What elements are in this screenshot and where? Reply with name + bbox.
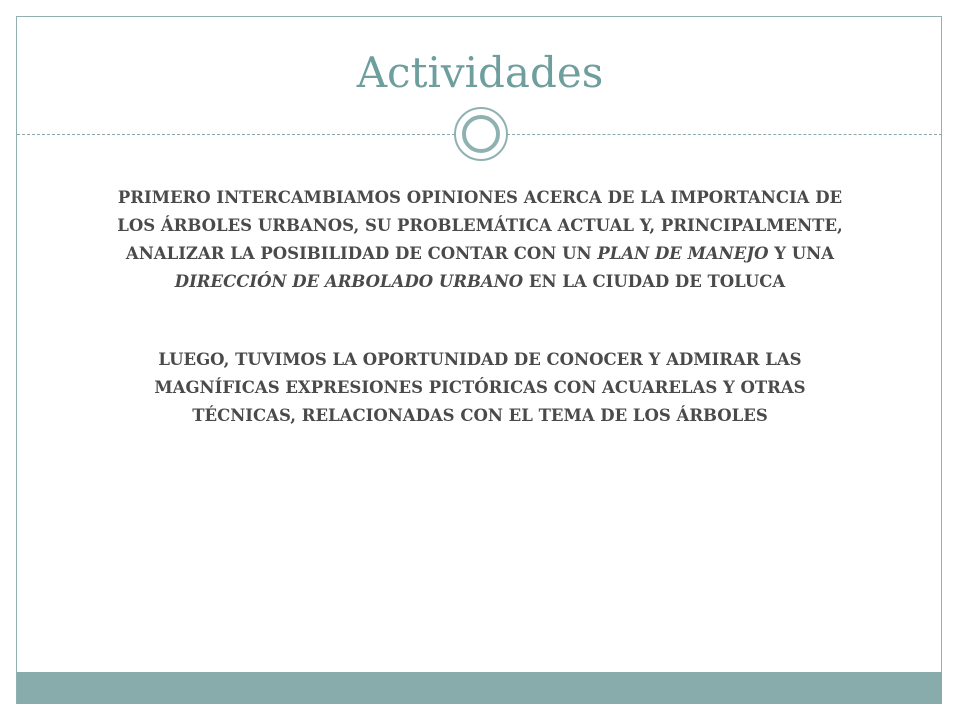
paragraph-intro-text-2: Y UNA [768,244,835,263]
slide-title: Actividades [356,48,604,97]
divider-line-left [17,134,455,135]
plan-de-manejo-text: PLAN DE MANEJO [597,244,769,263]
footer-bar [17,672,942,704]
paragraph-second: LUEGO, TUVIMOS LA OPORTUNIDAD DE CONOCER Y ADMIRAR LAS MAGNÍFICAS EXPRESIONES PICTÓRICAS CON ACUARELAS Y OTRAS TÉCNICAS, RELACIONADAS CON EL TEMA DE LOS ÁRBOLES [154,350,806,425]
paragraph-intro-text-1: PRIMERO INTERCAMBIAMOS OPINIONES ACERCA DE LA IMPORTANCIA DE LOS ÁRBOLES URBANOS, SU PROBLEMÁTICA ACTUAL Y, PRINCIPALMENTE, ANALIZAR LA POSIBILIDAD DE CONTAR CON UN [117,188,843,263]
paragraph-intro [100,184,860,296]
inner-circle [462,115,500,153]
paragraph-intro-text-3: EN LA CIUDAD DE TOLUCA [523,272,786,291]
direccion-arbolado-text: DIRECCIÓN DE ARBOLADO URBANO [174,272,524,291]
double-circle-ornament-icon [454,107,508,161]
divider-line-right [507,134,942,135]
